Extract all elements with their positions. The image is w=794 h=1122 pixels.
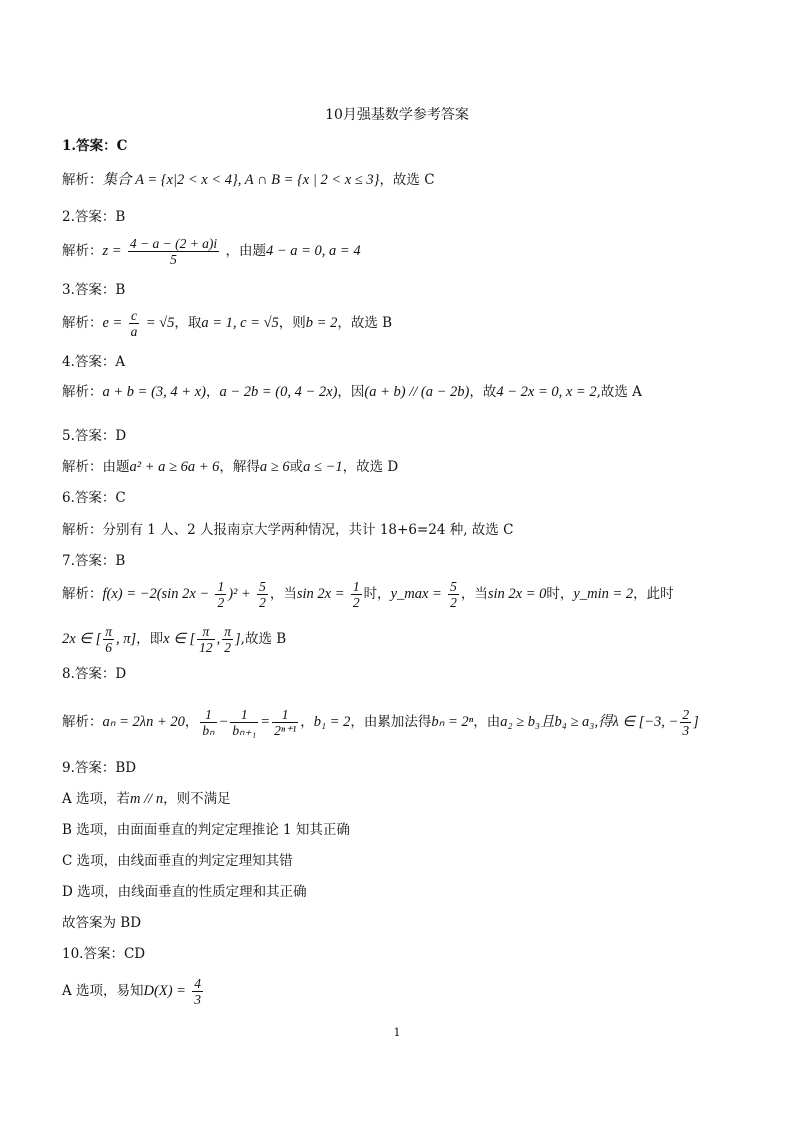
fraction: $\frac{1}{2}$ xyxy=(352,579,360,610)
fraction: $\frac{4}{3}$ xyxy=(194,976,201,1007)
page-number: 1 xyxy=(393,1026,401,1039)
fraction: $\frac{1}{\text{bₙ₊₁}}$ xyxy=(232,707,257,738)
answer-8: 8.答案：D xyxy=(62,666,127,682)
fraction: $\frac{\pi}{6}$ xyxy=(105,624,112,655)
answer-6: 6.答案：C xyxy=(62,490,126,506)
answer-3: 3.答案：B xyxy=(62,282,126,298)
answer-4: 4.答案：A xyxy=(62,354,126,370)
solution-9-b: B 选项，由面面垂直的判定定理推论 1 知其正确 xyxy=(62,822,350,838)
solution-10-a: A 选项，易知D(X) = $\frac{4}{3}$ xyxy=(62,976,201,1007)
solution-6: 解析：分别有 1 人、2 人报南京大学两种情况，共计 18+6=24 种, 故选 C xyxy=(62,522,514,538)
answer-2: 2.答案：B xyxy=(62,209,126,225)
answer-7: 7.答案：B xyxy=(62,553,126,569)
solution-7-line-2: 2x ∈ [ $\frac{\pi}{6}$ , π]，即x ∈ [ $\frac{\pi}{12}$ , $\frac{\pi}{2}$ ],故选 B xyxy=(62,624,287,655)
page-title: 10月强基数学参考答案 xyxy=(325,107,469,123)
solution-9-c: C 选项，由线面垂直的判定定理知其错 xyxy=(62,853,293,869)
answer-10: 10.答案：CD xyxy=(62,946,146,962)
fraction: $\frac{\pi}{2}$ xyxy=(224,624,232,655)
solution-4: 解析：a + b = (3, 4 + x)，a − 2b = (0, 4 − 2x)，因(a + b) // (a − 2b)，故4 − 2x = 0, x = 2,故选 A xyxy=(62,384,642,400)
fraction: $\frac{1}{2}$ xyxy=(217,579,225,610)
fraction: $\frac{1}{\text{2ⁿ⁺¹}}$ xyxy=(274,707,297,738)
solution-8: 解析：aₙ = 2λn + 20， $\frac{1}{\text{bₙ}}$ − $\frac{1}{\text{bₙ₊₁}}$ = $\frac{1}{\text{2ⁿ⁺¹}}$ ，b₁ = 2，由累加法得bₙ = 2ⁿ，由a₂ ≥ b₃且b₄ ≥ a₃,得λ ∈ [−3, − $\frac{2}{3}$ ] xyxy=(62,707,699,738)
fraction: $\frac{5}{2}$ xyxy=(259,579,266,610)
solution-7-line-1: 解析：f(x) = −2(sin 2x − $\frac{1}{2}$ )² + $\frac{5}{2}$ ，当sin 2x = $\frac{1}{2}$ 时，y_max = $\frac{5}{2}$ ，当sin 2x = 0时，y_min = 2，此时 xyxy=(62,579,674,610)
solution-3: 解析：e = $\frac{c}{a}$ = √5，取a = 1, c = √5，则b = 2，故选 B xyxy=(62,308,393,339)
solution-9-conclusion: 故答案为 BD xyxy=(62,915,142,931)
solution-1: 解析：集合 A = {x|2 < x < 4}, A ∩ B = {x | 2 < x ≤ 3}，故选 C xyxy=(62,172,435,188)
solution-9-a: A 选项，若m // n，则不满足 xyxy=(62,791,231,807)
fraction: $\frac{4 - a - (2 + a)i}{5}$ xyxy=(129,236,218,267)
fraction: $\frac{5}{2}$ xyxy=(450,579,457,610)
solution-2: 解析：z = $\frac{4 - a - (2 + a)i}{5}$ ，由题4 − a = 0, a = 4 xyxy=(62,236,361,267)
answer-1: 1.答案：C xyxy=(62,138,128,154)
fraction: $\frac{2}{3}$ xyxy=(682,707,690,738)
answer-5: 5.答案：D xyxy=(62,428,127,444)
fraction: $\frac{\pi}{12}$ xyxy=(199,624,213,655)
fraction: $\frac{1}{\text{bₙ}}$ xyxy=(202,707,215,738)
solution-5: 解析：由题a² + a ≥ 6a + 6，解得a ≥ 6或a ≤ −1，故选 D xyxy=(62,459,399,475)
fraction: $\frac{c}{a}$ xyxy=(130,308,138,339)
solution-9-d: D 选项，由线面垂直的性质定理和其正确 xyxy=(62,884,307,900)
answer-9: 9.答案：BD xyxy=(62,760,137,776)
